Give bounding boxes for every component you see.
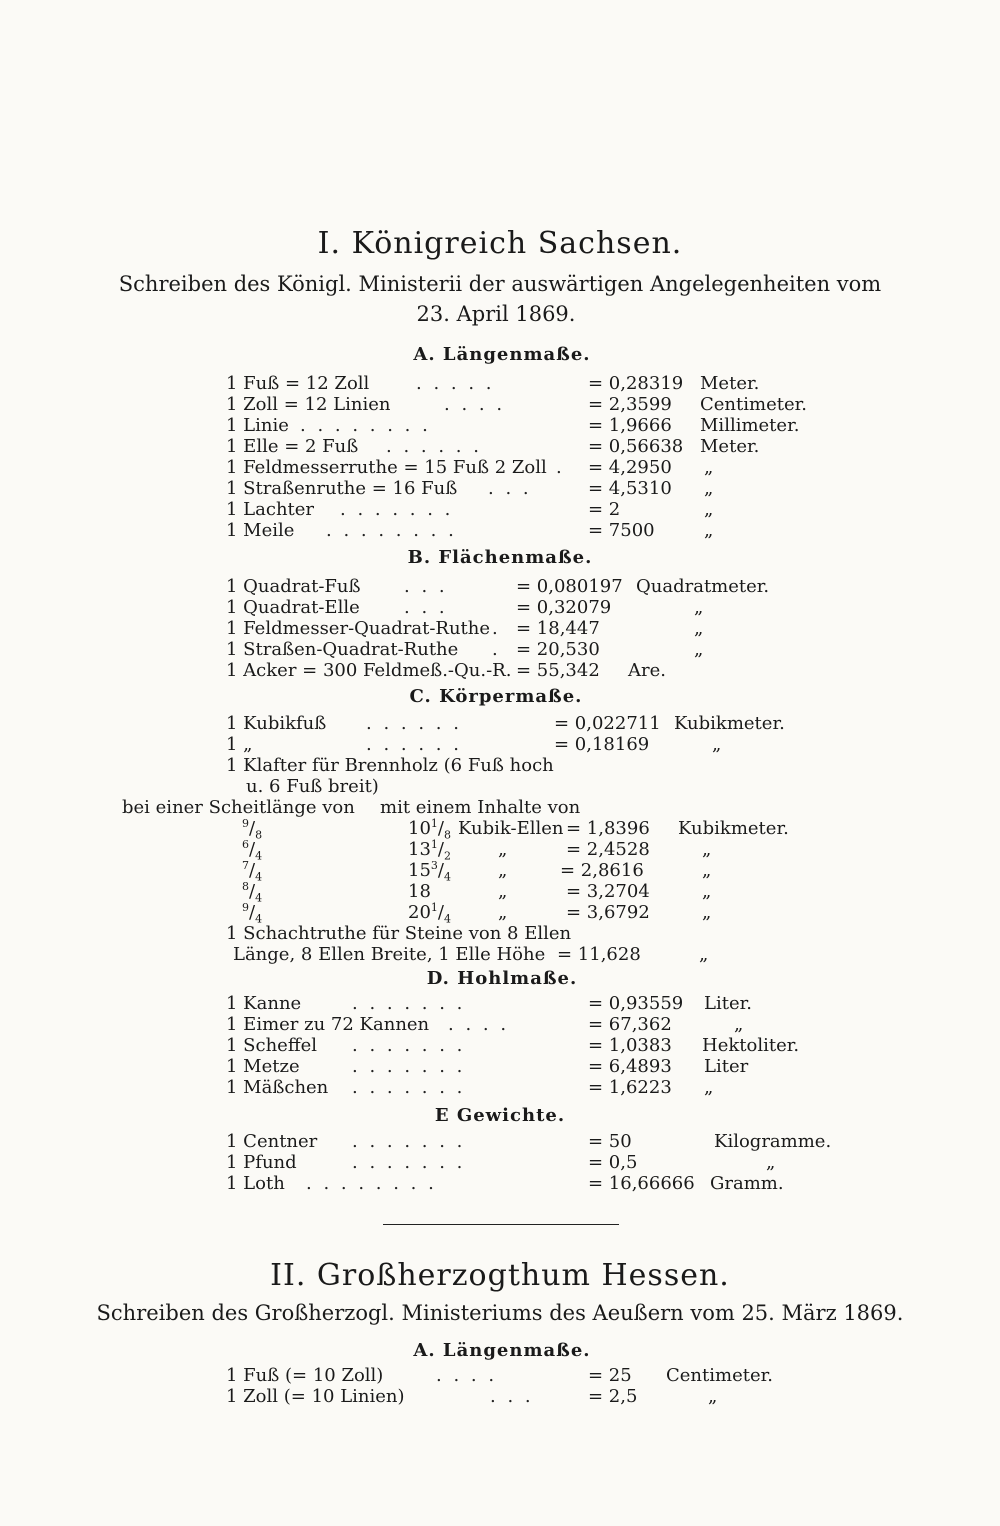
row-unit: „	[702, 839, 712, 860]
leader-dots: . . . . . .	[366, 713, 462, 734]
row-unit: „	[704, 478, 714, 499]
frac-den: 4	[443, 870, 451, 884]
row-value: = 4,5310	[588, 478, 672, 499]
row-unit: Liter.	[704, 993, 752, 1014]
row-value: = 1,9666	[588, 415, 672, 436]
frac-den: 4	[255, 912, 263, 926]
row-label: 1 Kubikfuß	[226, 713, 327, 734]
row-unit: „	[712, 734, 722, 755]
leader-dots: . . . . . . .	[352, 1131, 466, 1152]
table-row	[226, 597, 826, 618]
row-unit: „	[702, 902, 712, 923]
row-value: = 1,0383	[588, 1035, 672, 1056]
row-value: = 0,56638	[588, 436, 684, 457]
table-row	[226, 436, 826, 457]
row-value: = 18,447	[516, 618, 600, 639]
row-label: 1 Straßen-Quadrat-Ruthe	[226, 639, 459, 660]
frac-whole: 10	[408, 818, 431, 839]
row-value: = 55,342	[516, 660, 600, 681]
frac-den: 2	[443, 849, 451, 863]
row-value: = 2,5	[588, 1386, 638, 1407]
letter-line: Schreiben des Großherzogl. Ministeriums des Aeußern vom 25. März 1869.	[96, 1301, 904, 1325]
leader-dots: . . .	[404, 597, 448, 618]
row-unit: Centimeter.	[700, 394, 807, 415]
table-row: $^6/_4$ $13^1/_2$ „ = 2,4528 „	[242, 838, 712, 863]
table-row	[226, 457, 826, 478]
table-row	[226, 734, 826, 755]
leader-dots: .	[492, 618, 501, 639]
row-label: 1 Quadrat-Elle	[226, 597, 360, 618]
heading-flaechenmasse: B. Flächenmaße.	[407, 547, 593, 568]
frac-den: 4	[255, 891, 263, 905]
row-unit: Kilogramme.	[714, 1131, 832, 1152]
table-row	[226, 1131, 832, 1152]
heading-hohlmasse: D. Hohlmaße.	[426, 968, 578, 989]
row-label: 1 Zoll = 12 Linien	[226, 394, 391, 415]
row-unit: „	[699, 944, 709, 965]
leader-dots: . . . . . . .	[352, 1152, 466, 1173]
leader-dots: .	[492, 639, 501, 660]
row-value: = 11,628	[557, 944, 641, 965]
row-value: = 4,2950	[588, 457, 672, 478]
table-row	[233, 944, 833, 965]
frac-whole: 20	[408, 902, 431, 923]
row-unit: „	[704, 457, 714, 478]
row-label: „	[498, 881, 508, 902]
klafter-line	[246, 776, 546, 797]
row-unit: „	[708, 1386, 718, 1407]
table-row: $^9/_8$ $10^1/_8$ Kubik-Ellen = 1,8396 Kubikmeter.	[242, 817, 789, 842]
row-unit: Centimeter.	[666, 1365, 773, 1386]
row-value: = 2,4528	[566, 839, 650, 860]
klafter-line	[226, 755, 626, 776]
column-headings	[122, 797, 622, 818]
row-label: 1 „	[226, 734, 253, 755]
row-value: = 2,3599	[588, 394, 672, 415]
row-value: = 0,5	[588, 1152, 638, 1173]
table-row	[226, 1173, 826, 1194]
row-unit: Meter.	[700, 436, 760, 457]
table-row	[226, 1056, 826, 1077]
row-value: = 3,6792	[566, 902, 650, 923]
leader-dots: . . . . . . .	[352, 1056, 466, 1077]
row-label: 1 Lachter	[226, 499, 315, 520]
table-row: $^7/_4$ $15^3/_4$ „ = 2,8616 „	[242, 859, 712, 884]
row-value: = 0,080197	[516, 576, 623, 597]
table-row	[226, 478, 826, 499]
row-label: 1 Straßenruthe = 16 Fuß	[226, 478, 458, 499]
frac-num: 8	[242, 880, 249, 893]
leader-dots: . . . . . . .	[352, 1077, 466, 1098]
klafter-text: u. 6 Fuß breit)	[246, 776, 379, 797]
col-head-left: bei einer Scheitlänge von	[122, 797, 355, 818]
row-unit: „	[734, 1014, 744, 1035]
row-unit: „	[694, 597, 704, 618]
row-label: 1 Eimer zu 72 Kannen	[226, 1014, 430, 1035]
row-label: 1 Quadrat-Fuß	[226, 576, 361, 597]
frac-whole: 18	[408, 881, 431, 902]
row-value: = 0,28319	[588, 373, 684, 394]
leader-dots: . . . . . .	[386, 436, 482, 457]
row-label: 1 Elle = 2 Fuß	[226, 436, 359, 457]
row-value: = 0,022711	[554, 713, 661, 734]
section-divider	[383, 1224, 619, 1225]
schacht-text: 1 Schachtruthe für Steine von 8 Ellen	[226, 923, 572, 944]
leader-dots: . . . . . . . .	[300, 415, 431, 436]
schacht-line	[226, 923, 726, 944]
row-label: 1 Mäßchen	[226, 1077, 329, 1098]
row-unit: Kubikmeter.	[678, 818, 789, 839]
frac-num: 7	[242, 859, 249, 872]
row-label: 1 Metze	[226, 1056, 300, 1077]
row-value: = 16,66666	[588, 1173, 695, 1194]
row-unit: Kubikmeter.	[674, 713, 785, 734]
table-row	[226, 993, 826, 1014]
table-row	[226, 639, 826, 660]
row-label: 1 Meile	[226, 520, 295, 541]
leader-dots: . . . . . . .	[352, 1035, 466, 1056]
row-unit: Meter.	[700, 373, 760, 394]
row-label: „	[498, 902, 508, 923]
frac-den: 8	[255, 828, 263, 842]
row-label: 1 Pfund	[226, 1152, 297, 1173]
row-label: Kubik-Ellen	[458, 818, 564, 839]
row-label: „	[498, 839, 508, 860]
table-row	[226, 373, 826, 394]
row-label: 1 Loth	[226, 1173, 285, 1194]
leader-dots: . . . . . .	[366, 734, 462, 755]
row-label: 1 Fuß (= 10 Zoll)	[226, 1365, 384, 1386]
leader-dots: . . . . . . . .	[306, 1173, 437, 1194]
table-row	[226, 1035, 826, 1056]
row-unit: Liter	[704, 1056, 749, 1077]
table-row	[226, 576, 826, 597]
frac-num: 1	[430, 817, 438, 830]
row-unit: „	[694, 618, 704, 639]
row-label: 1 Kanne	[226, 993, 302, 1014]
row-unit: Millimeter.	[700, 415, 800, 436]
table-row	[226, 1014, 826, 1035]
frac-num: 9	[242, 901, 249, 914]
row-value: = 3,2704	[566, 881, 650, 902]
table-row	[226, 415, 826, 436]
row-value: = 50	[588, 1131, 632, 1152]
row-label: 1 Centner	[226, 1131, 318, 1152]
frac-den: 8	[443, 828, 451, 842]
letter-line: Schreiben des Königl. Ministerii der auswärtigen Angelegenheiten vom	[118, 272, 882, 296]
leader-dots: . . . .	[444, 394, 506, 415]
row-unit: Gramm.	[710, 1173, 784, 1194]
frac-den: 4	[255, 870, 263, 884]
leader-dots: . . .	[488, 478, 532, 499]
row-value: = 2	[588, 499, 621, 520]
row-label: 1 Feldmesserruthe = 15 Fuß 2 Zoll	[226, 457, 547, 478]
frac-whole: 15	[408, 860, 431, 881]
row-value: = 1,8396	[566, 818, 650, 839]
leader-dots: . . . . .	[416, 373, 495, 394]
row-label: 1 Acker = 300 Feldmeß.-Qu.-R.	[226, 660, 512, 681]
leader-dots: . . . . . . . .	[326, 520, 457, 541]
row-value: = 0,93559	[588, 993, 684, 1014]
table-row	[226, 713, 826, 734]
letter-date: 23. April 1869.	[416, 302, 576, 326]
table-row	[226, 499, 826, 520]
row-value: = 67,362	[588, 1014, 672, 1035]
row-label: 1 Fuß = 12 Zoll	[226, 373, 370, 394]
heading-laengenmasse: A. Längenmaße.	[413, 344, 591, 365]
frac-whole: 13	[408, 839, 431, 860]
row-unit: „	[766, 1152, 776, 1173]
frac-num: 3	[430, 859, 438, 872]
heading-gewichte: E Gewichte.	[434, 1105, 566, 1126]
row-value: = 0,18169	[554, 734, 650, 755]
section-title-sachsen: I. Königreich Sachsen.	[317, 226, 683, 261]
frac-num: 9	[242, 817, 249, 830]
table-row: $^8/_4$ 18 „ = 3,2704 „	[242, 880, 712, 905]
leader-dots: . . . .	[448, 1014, 510, 1035]
frac-num: 6	[242, 838, 249, 851]
table-row	[226, 1152, 826, 1173]
row-unit: Quadratmeter.	[636, 576, 770, 597]
row-unit: Hektoliter.	[702, 1035, 800, 1056]
leader-dots: . . . . . . .	[352, 993, 466, 1014]
leader-dots: . . . .	[436, 1365, 498, 1386]
row-label: 1 Linie	[226, 415, 289, 436]
row-label: „	[498, 860, 508, 881]
table-row	[226, 1365, 826, 1386]
row-value: = 0,32079	[516, 597, 612, 618]
row-label: 1 Zoll (= 10 Linien)	[226, 1386, 405, 1407]
row-unit: „	[694, 639, 704, 660]
row-value: = 7500	[588, 520, 655, 541]
row-unit: Are.	[628, 660, 666, 681]
row-value: = 1,6223	[588, 1077, 672, 1098]
table-row	[226, 520, 826, 541]
col-head-right: mit einem Inhalte von	[380, 797, 581, 818]
row-unit: „	[704, 499, 714, 520]
frac-den: 4	[255, 849, 263, 863]
row-value: = 6,4893	[588, 1056, 672, 1077]
row-value: = 2,8616	[560, 860, 644, 881]
frac-num: 1	[430, 901, 438, 914]
row-value: = 25	[588, 1365, 632, 1386]
row-label: 1 Scheffel	[226, 1035, 318, 1056]
row-unit: „	[704, 520, 714, 541]
heading-laengenmasse-hessen: A. Längenmaße.	[413, 1340, 591, 1361]
schacht-text: Länge, 8 Ellen Breite, 1 Elle Höhe	[233, 944, 546, 965]
frac-num: 1	[430, 838, 438, 851]
leader-dots: . . .	[490, 1386, 534, 1407]
frac-den: 4	[443, 912, 451, 926]
row-label: 1 Feldmesser-Quadrat-Ruthe	[226, 618, 491, 639]
heading-koerpermasse: C. Körpermaße.	[409, 686, 583, 707]
row-unit: „	[704, 1077, 714, 1098]
leader-dots: . . .	[404, 576, 448, 597]
table-row	[226, 394, 826, 415]
table-row	[226, 1386, 826, 1407]
row-unit: „	[702, 881, 712, 902]
table-row: $^9/_4$ $20^1/_4$ „ = 3,6792 „	[242, 901, 712, 926]
section-title-hessen: II. Großherzogthum Hessen.	[270, 1258, 730, 1293]
row-unit: „	[702, 860, 712, 881]
leader-dots: .	[556, 457, 565, 478]
table-row	[226, 1077, 826, 1098]
row-value: = 20,530	[516, 639, 600, 660]
table-row	[226, 660, 826, 681]
leader-dots: . . . . . . .	[340, 499, 454, 520]
table-row	[226, 618, 826, 639]
klafter-text: 1 Klafter für Brennholz (6 Fuß hoch	[226, 755, 554, 776]
